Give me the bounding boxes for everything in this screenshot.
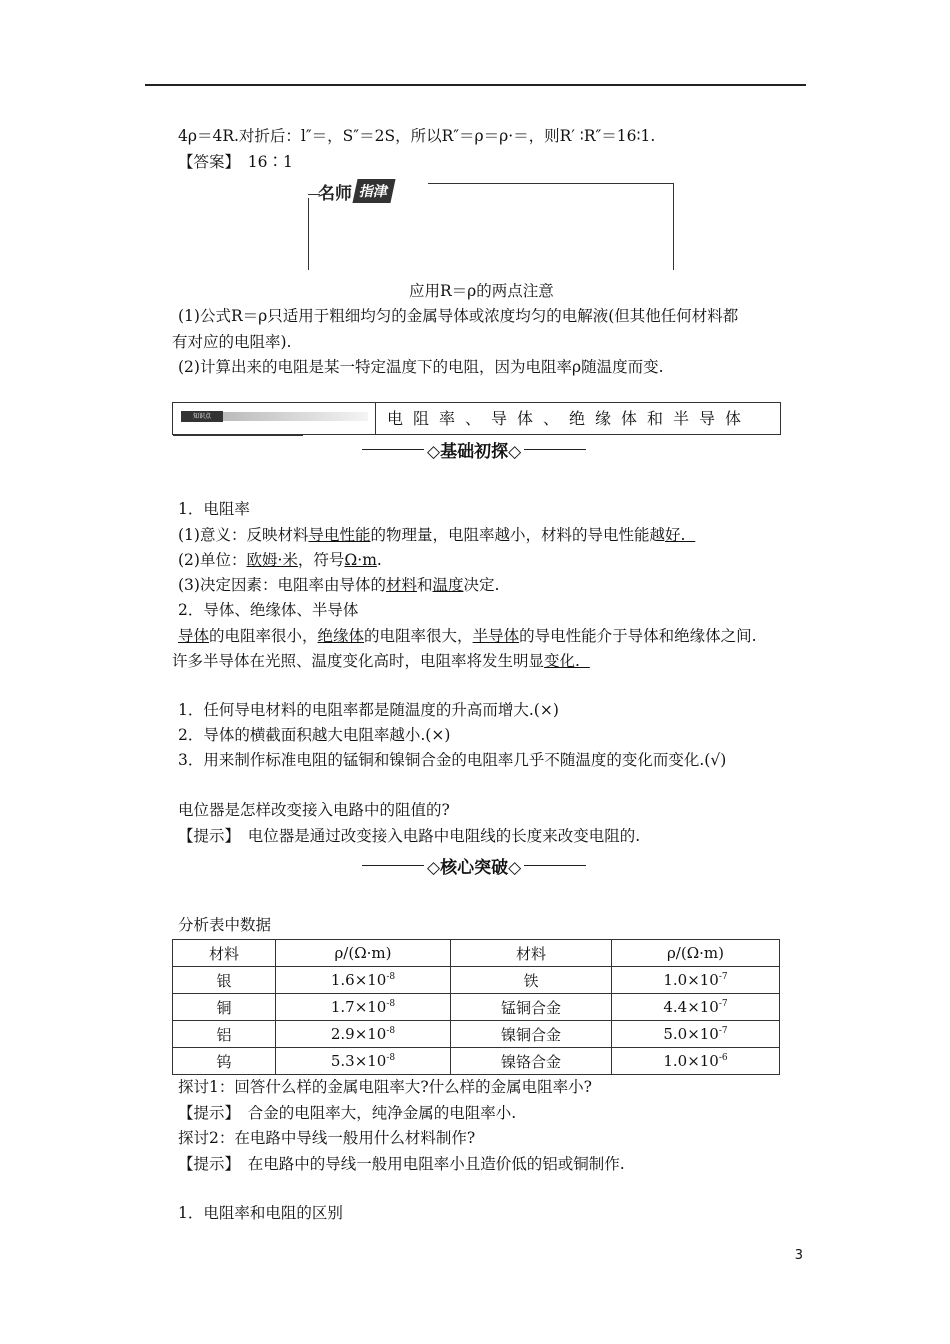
teacher-tip-badge: 名师 指津 bbox=[318, 178, 393, 204]
discussion-2-hint: 【提示】 在电路中的导线一般用电阻率小且造价低的铝或铜制作. bbox=[178, 1155, 625, 1173]
discussion-2: 探讨2：在电路中导线一般用什么材料制作? bbox=[178, 1129, 476, 1147]
discussion-1-hint: 【提示】 合金的电阻率大，纯净金属的电阻率小. bbox=[178, 1104, 517, 1122]
knowledge-point-tag: 知识点 bbox=[181, 411, 223, 422]
table-cell: 钨 bbox=[173, 1048, 276, 1075]
question-text: 电位器是怎样改变接入电路中的阻值的? bbox=[178, 801, 450, 819]
basics-semiconductor: 许多半导体在光照、温度变化高时，电阻率将发生明显变化. bbox=[172, 652, 580, 670]
tip-point-1: (1)公式R＝ρ只适用于粗细均匀的金属导体或浓度均匀的电解液(但其他任何材料都 bbox=[178, 307, 739, 325]
judge-item-1: 1．任何导电材料的电阻率都是随温度的升高而增大.(×) bbox=[178, 701, 559, 719]
table-header-cell: ρ/(Ω·m) bbox=[276, 940, 451, 967]
question-hint: 【提示】 电位器是通过改变接入电路中电阻线的长度来改变电阻的. bbox=[178, 827, 641, 845]
table-cell: 铁 bbox=[451, 967, 612, 994]
tip-caption: 应用R＝ρ的两点注意 bbox=[409, 282, 554, 300]
table-row bbox=[173, 967, 780, 994]
table-row bbox=[173, 994, 780, 1021]
basics-factors: (3)决定因素：电阻率由导体的材料和温度决定. bbox=[178, 576, 500, 594]
table-row bbox=[173, 1048, 780, 1075]
table-header-cell: 材料 bbox=[173, 940, 276, 967]
basics-heading-2: 2．导体、绝缘体、半导体 bbox=[178, 601, 359, 619]
knowledge-point-title: 电阻率、导体、绝缘体和半导体 bbox=[387, 409, 752, 428]
judge-item-2: 2．导体的横截面积越大电阻率越小.(×) bbox=[178, 726, 451, 744]
table-intro: 分析表中数据 bbox=[178, 916, 272, 934]
formula-line: 4ρ＝4R.对折后：l″＝，S″＝2S，所以R″＝ρ＝ρ·＝，则R′ ∶R″＝16∶1. bbox=[178, 127, 656, 145]
tip-point-2: (2)计算出来的电阻是某一特定温度下的电阻，因为电阻率ρ随温度而变. bbox=[178, 358, 664, 376]
teacher-tip-box bbox=[308, 180, 674, 272]
table-row bbox=[173, 1021, 780, 1048]
section-heading-basics: ◇基础初探◇ bbox=[362, 437, 586, 462]
answer-line: 【答案】 16∶1 bbox=[178, 153, 293, 171]
table-header-cell: ρ/(Ω·m) bbox=[612, 940, 780, 967]
basics-materials: 导体的电阻率很小，绝缘体的电阻率很大，半导体的导电性能介于导体和绝缘体之间. bbox=[178, 627, 757, 645]
table-header-cell: 材料 bbox=[451, 940, 612, 967]
knowledge-point-bar bbox=[172, 402, 781, 435]
table-cell: 铝 bbox=[173, 1021, 276, 1048]
table-cell: $4.4\times 10^{-7}$ bbox=[612, 994, 780, 1021]
discussion-1: 探讨1：回答什么样的金属电阻率大?什么样的金属电阻率小? bbox=[178, 1078, 592, 1096]
table-cell: $5.0\times 10^{-7}$ bbox=[612, 1021, 780, 1048]
table-cell: $1.0\times 10^{-6}$ bbox=[612, 1048, 780, 1075]
table-cell: $2.9\times 10^{-8}$ bbox=[276, 1021, 451, 1048]
table-cell: 镍铜合金 bbox=[451, 1021, 612, 1048]
table-header-row bbox=[173, 940, 780, 967]
table-cell: 镍铬合金 bbox=[451, 1048, 612, 1075]
table-cell: 银 bbox=[173, 967, 276, 994]
basics-meaning: (1)意义：反映材料导电性能的物理量，电阻率越小，材料的导电性能越好. bbox=[178, 526, 686, 544]
tip-point-1-cont: 有对应的电阻率). bbox=[172, 333, 292, 351]
table-cell: $1.0\times 10^{-7}$ bbox=[612, 967, 780, 994]
judge-item-3: 3．用来制作标准电阻的锰铜和镍铜合金的电阻率几乎不随温度的变化而变化.(√) bbox=[178, 751, 727, 769]
knowledge-point-decoration bbox=[223, 412, 368, 421]
last-heading: 1．电阻率和电阻的区别 bbox=[178, 1204, 343, 1222]
resistivity-table bbox=[172, 939, 780, 1075]
basics-unit: (2)单位：欧姆·米，符号Ω·m. bbox=[178, 551, 382, 569]
table-cell: 锰铜合金 bbox=[451, 994, 612, 1021]
page-number: 3 bbox=[794, 1248, 803, 1263]
table-cell: $1.7\times 10^{-8}$ bbox=[276, 994, 451, 1021]
header-rule bbox=[145, 84, 806, 86]
table-cell: 铜 bbox=[173, 994, 276, 1021]
basics-heading-1: 1．电阻率 bbox=[178, 500, 250, 518]
table-cell: $1.6\times 10^{-8}$ bbox=[276, 967, 451, 994]
table-cell: $5.3\times 10^{-8}$ bbox=[276, 1048, 451, 1075]
section-heading-core: ◇核心突破◇ bbox=[362, 853, 586, 878]
